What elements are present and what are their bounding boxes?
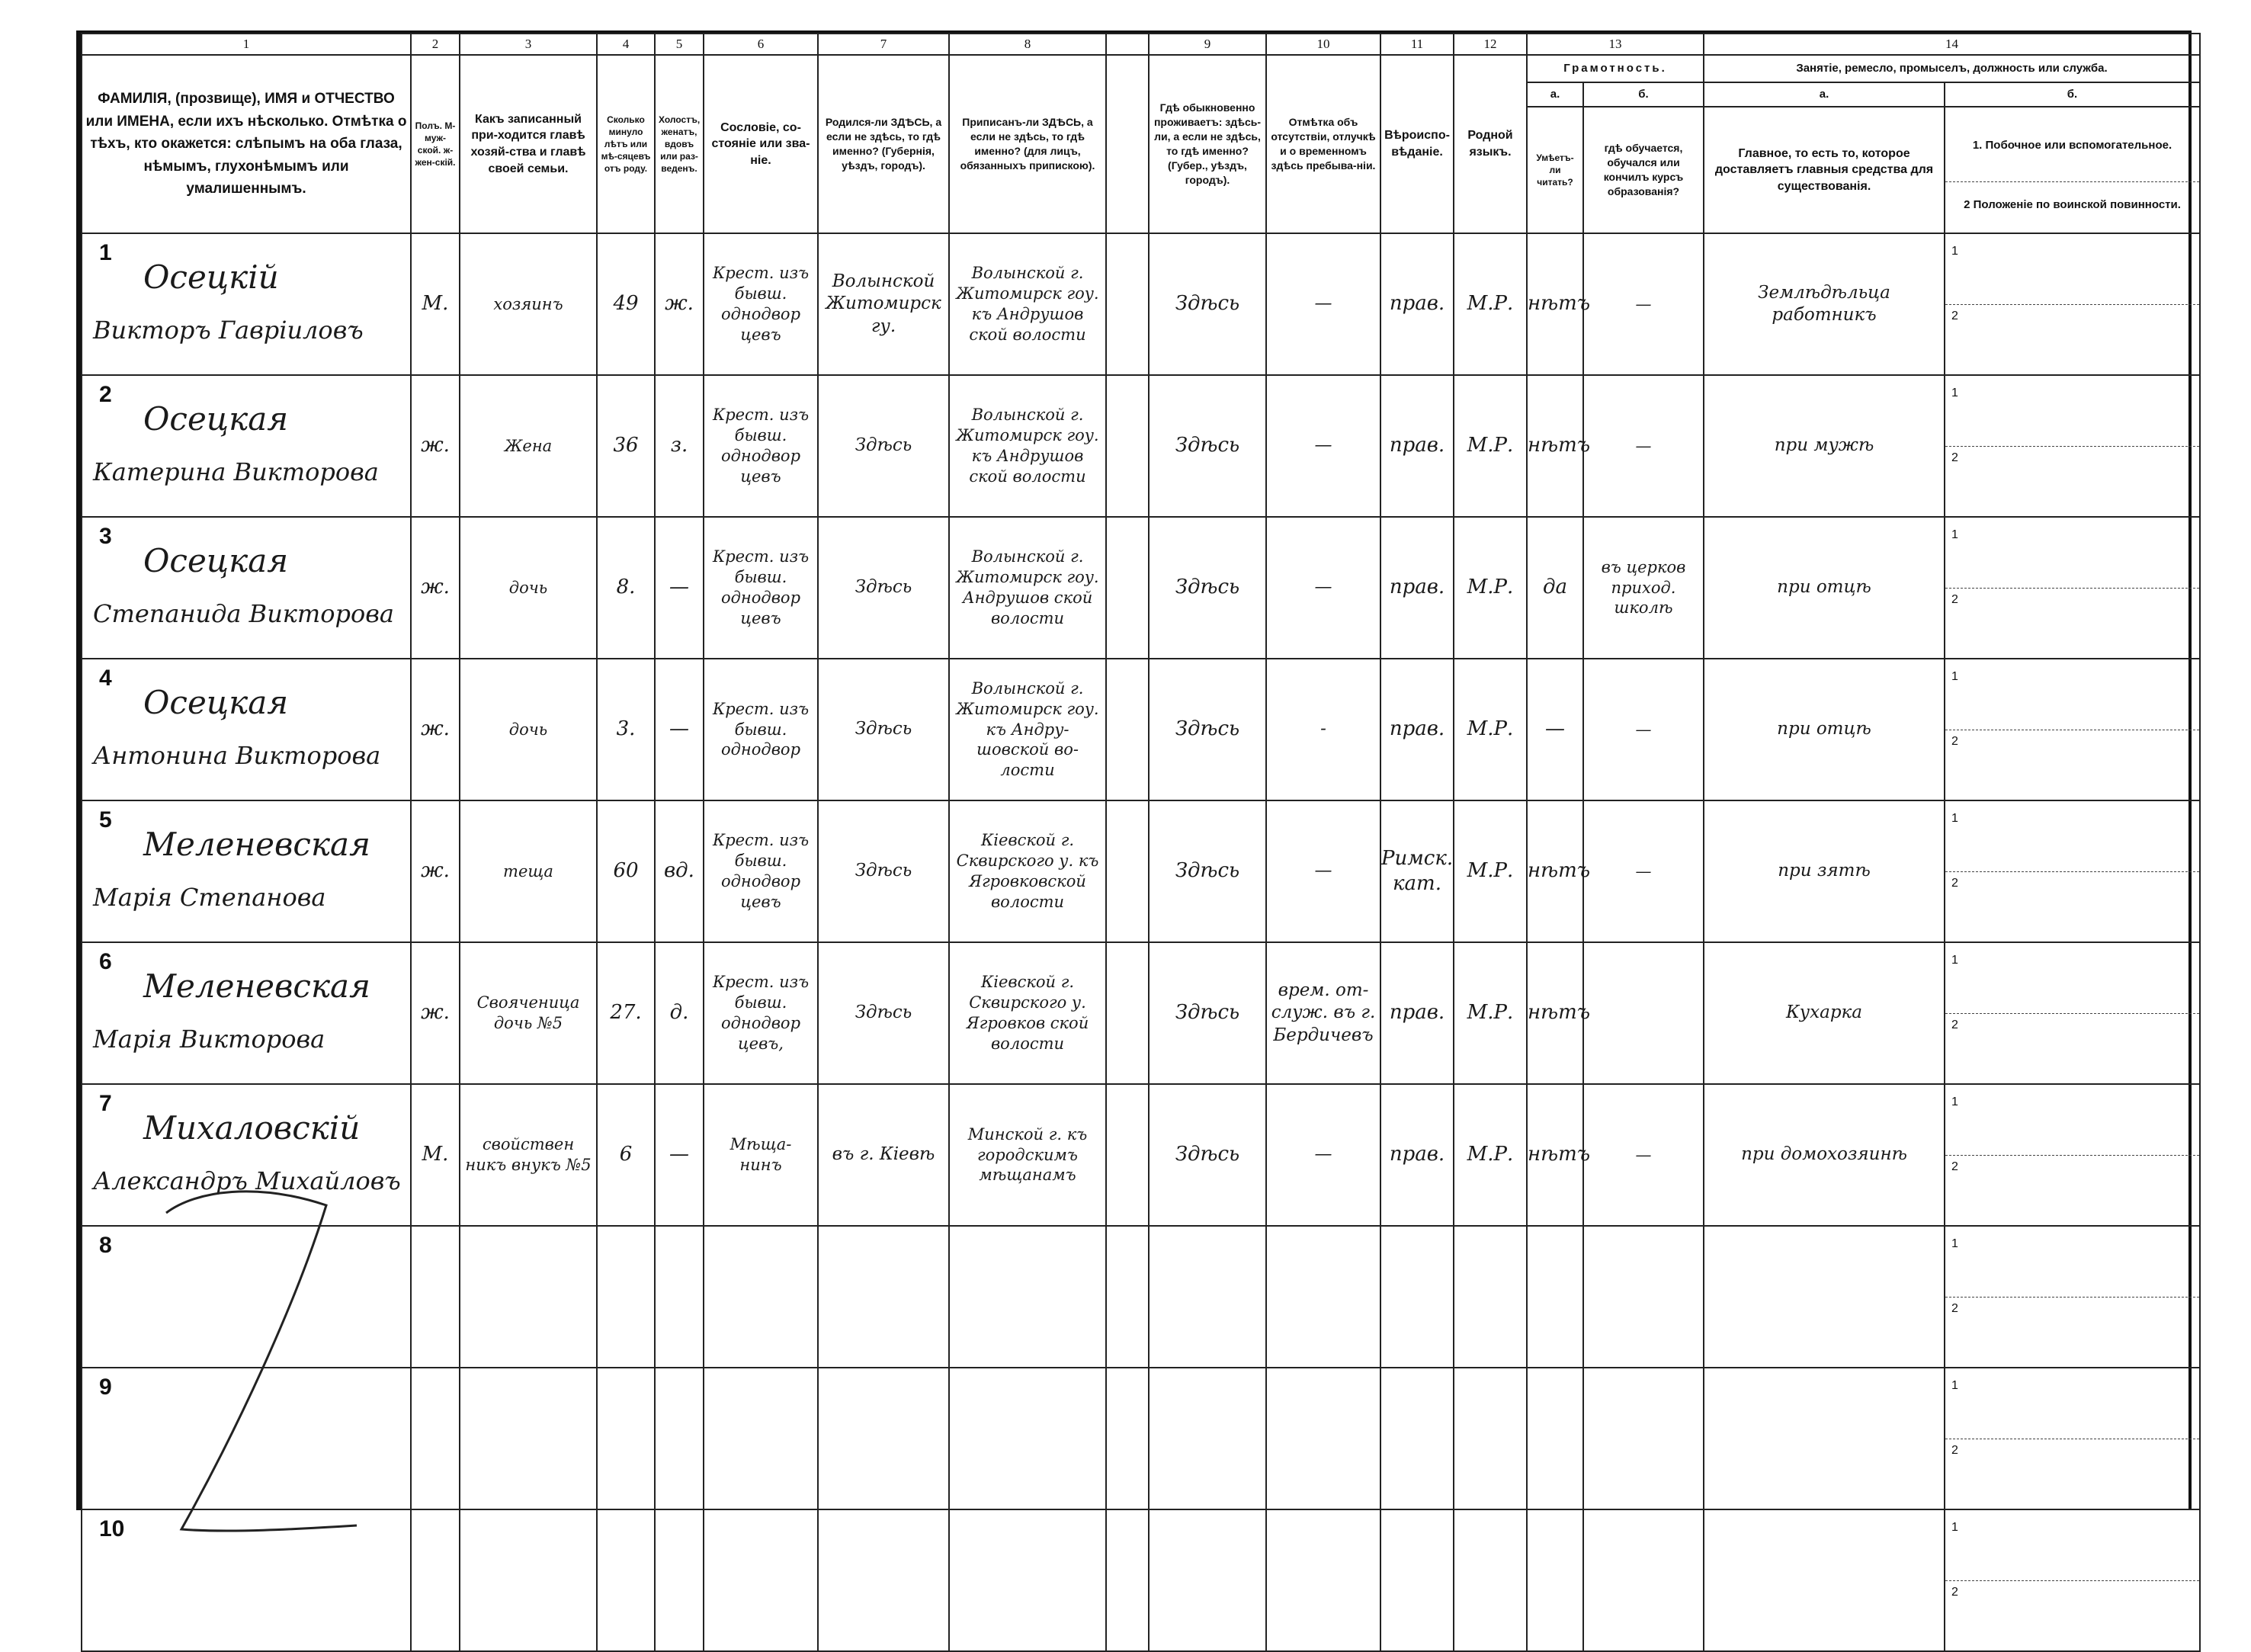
sub-line-number: 1 xyxy=(1951,528,1958,541)
sub-line-number: 1 xyxy=(1951,811,1958,825)
religion-cell: прав. xyxy=(1380,233,1454,375)
sex-cell xyxy=(411,1226,460,1368)
age-cell: 27. xyxy=(597,942,655,1084)
header-occupation: Занятіе, ремесло, промыселъ, должность или служба. xyxy=(1704,55,2200,82)
age-cell xyxy=(597,1509,655,1651)
relation-cell: Жена xyxy=(460,375,597,517)
estate-cell: Крест. изъ бывш. однодвор цевъ xyxy=(704,800,818,942)
header-education: гдѣ обучается, обучался или кончилъ курсъ образованія? xyxy=(1583,107,1704,233)
marital-cell: з. xyxy=(655,375,704,517)
marital-cell xyxy=(655,1509,704,1651)
sub-line-number: 2 xyxy=(1951,1585,1958,1599)
religion-cell xyxy=(1380,1509,1454,1651)
residence-cell: Здѣсь xyxy=(1149,1084,1266,1226)
marital-cell: д. xyxy=(655,942,704,1084)
column-number: 9 xyxy=(1149,34,1266,55)
sub-line-number: 2 xyxy=(1951,1160,1958,1173)
blank-cell xyxy=(1106,1084,1149,1226)
language-cell: М.Р. xyxy=(1454,800,1527,942)
estate-cell: Мѣща- нинъ xyxy=(704,1084,818,1226)
sub-line-number: 1 xyxy=(1951,669,1958,683)
sub-line xyxy=(1945,949,2199,1014)
column-number: 1 xyxy=(82,34,411,55)
blank-column-number xyxy=(1106,34,1149,55)
blank-cell xyxy=(1106,659,1149,800)
estate-cell: Крест. изъ бывш. однодвор цевъ xyxy=(704,233,818,375)
age-cell: 49 xyxy=(597,233,655,375)
literacy-cell: да xyxy=(1527,517,1583,659)
sub-line-number: 2 xyxy=(1951,309,1958,322)
header-14b-label: б. xyxy=(1945,82,2200,107)
sex-cell: ж. xyxy=(411,800,460,942)
sub-line-number: 2 xyxy=(1951,1018,1958,1031)
secondary-occupation-cell xyxy=(1945,233,2200,375)
religion-cell: Римск. кат. xyxy=(1380,800,1454,942)
occupation-cell xyxy=(1704,1226,1945,1368)
sub-line xyxy=(1945,305,2199,369)
religion-cell: прав. xyxy=(1380,942,1454,1084)
sub-line-number: 1 xyxy=(1951,953,1958,967)
sub-line xyxy=(1945,730,2199,794)
row-number: 3 xyxy=(99,524,112,549)
education-cell xyxy=(1583,942,1704,1084)
relation-cell: теща xyxy=(460,800,597,942)
sub-line xyxy=(1945,1516,2199,1581)
religion-cell: прав. xyxy=(1380,1084,1454,1226)
relation-cell: дочь xyxy=(460,659,597,800)
relation-cell: свойствен никъ внукъ №5 xyxy=(460,1084,597,1226)
absence-cell: - xyxy=(1266,659,1380,800)
table-row xyxy=(82,659,2200,800)
sub-line xyxy=(1945,1014,2199,1078)
occupation-cell: при домохозяинѣ xyxy=(1704,1084,1945,1226)
given-name: Марія Викторова xyxy=(93,1025,325,1054)
header-14a-label: а. xyxy=(1704,82,1945,107)
registration-cell: Волынской г. Житомирск гоу. Андрушов ской волости xyxy=(949,517,1106,659)
column-number: 10 xyxy=(1266,34,1380,55)
religion-cell: прав. xyxy=(1380,375,1454,517)
column-number: 2 xyxy=(411,34,460,55)
absence-cell xyxy=(1266,1368,1380,1509)
sub-line-number: 1 xyxy=(1951,386,1958,399)
secondary-occupation-cell xyxy=(1945,375,2200,517)
sub-line xyxy=(1945,589,2199,653)
column-number: 6 xyxy=(704,34,818,55)
age-cell xyxy=(597,1368,655,1509)
name-cell xyxy=(82,517,411,659)
language-cell: М.Р. xyxy=(1454,659,1527,800)
secondary-occupation-cell xyxy=(1945,1368,2200,1509)
blank-cell xyxy=(1106,800,1149,942)
sub-line-number: 2 xyxy=(1951,451,1958,464)
sub-line xyxy=(1945,1375,2199,1439)
sub-line xyxy=(1945,447,2199,511)
sub-line xyxy=(1945,666,2199,730)
birthplace-cell: въ г. Кіевѣ xyxy=(818,1084,949,1226)
residence-cell: Здѣсь xyxy=(1149,659,1266,800)
name-cell xyxy=(82,800,411,942)
absence-cell xyxy=(1266,1226,1380,1368)
table-row xyxy=(82,517,2200,659)
residence-cell xyxy=(1149,1509,1266,1651)
header-absence: Отмѣтка объ отсутствіи, отлучкѣ и о временномъ здѣсь пребыва-ніи. xyxy=(1266,55,1380,233)
surname: Осецкая xyxy=(143,542,289,579)
age-cell: 60 xyxy=(597,800,655,942)
religion-cell: прав. xyxy=(1380,659,1454,800)
table-row xyxy=(82,1509,2200,1651)
name-cell xyxy=(82,659,411,800)
birthplace-cell xyxy=(818,1226,949,1368)
occupation-cell: Кухарка xyxy=(1704,942,1945,1084)
sex-cell xyxy=(411,1509,460,1651)
age-cell: 6 xyxy=(597,1084,655,1226)
table-row xyxy=(82,800,2200,942)
header-blank xyxy=(1106,55,1149,233)
marital-cell xyxy=(655,1226,704,1368)
occupation-cell: Землѣдѣльца работникъ xyxy=(1704,233,1945,375)
occupation-cell: при мужѣ xyxy=(1704,375,1945,517)
column-number: 8 xyxy=(949,34,1106,55)
registration-cell: Кіевской г. Сквирского у. къ Ягровковской волости xyxy=(949,800,1106,942)
sub-line-number: 2 xyxy=(1951,734,1958,748)
given-name: Степанида Викторова xyxy=(93,599,394,628)
residence-cell: Здѣсь xyxy=(1149,375,1266,517)
age-cell: 3. xyxy=(597,659,655,800)
occupation-cell xyxy=(1704,1368,1945,1509)
blank-cell xyxy=(1106,1509,1149,1651)
absence-cell: — xyxy=(1266,233,1380,375)
registration-cell xyxy=(949,1368,1106,1509)
census-table xyxy=(81,33,2201,1652)
sub-line xyxy=(1945,1581,2199,1645)
relation-cell: дочь xyxy=(460,517,597,659)
given-name: Марія Степанова xyxy=(93,883,326,912)
estate-cell: Крест. изъ бывш. однодвор цевъ, xyxy=(704,942,818,1084)
birthplace-cell: Здѣсь xyxy=(818,517,949,659)
name-cell xyxy=(82,1368,411,1509)
surname: Осецкая xyxy=(143,400,289,438)
language-cell xyxy=(1454,1509,1527,1651)
registration-cell xyxy=(949,1226,1106,1368)
age-cell: 36 xyxy=(597,375,655,517)
language-cell: М.Р. xyxy=(1454,942,1527,1084)
birthplace-cell xyxy=(818,1368,949,1509)
estate-cell: Крест. изъ бывш. однодвор xyxy=(704,659,818,800)
given-name: Антонина Викторова xyxy=(93,741,381,770)
marital-cell: — xyxy=(655,659,704,800)
secondary-occupation-cell xyxy=(1945,517,2200,659)
header-side-occupation: 1. Побочное или вспомогательное. xyxy=(1945,111,2199,182)
surname: Меленевская xyxy=(143,967,370,1005)
birthplace-cell: Здѣсь xyxy=(818,659,949,800)
secondary-occupation-cell xyxy=(1945,1084,2200,1226)
relation-cell: хозяинъ xyxy=(460,233,597,375)
education-cell: — xyxy=(1583,233,1704,375)
name-cell xyxy=(82,375,411,517)
literacy-cell xyxy=(1527,1509,1583,1651)
row-number: 9 xyxy=(99,1375,112,1400)
blank-cell xyxy=(1106,1226,1149,1368)
relation-cell: Свояченица дочь №5 xyxy=(460,942,597,1084)
name-cell xyxy=(82,233,411,375)
header-13a-label: а. xyxy=(1527,82,1583,107)
residence-cell: Здѣсь xyxy=(1149,800,1266,942)
education-cell: — xyxy=(1583,375,1704,517)
birthplace-cell: Волынской Житомирск гу. xyxy=(818,233,949,375)
given-name: Катерина Викторова xyxy=(93,457,379,486)
table-row xyxy=(82,1368,2200,1509)
header-secondary xyxy=(1945,107,2200,233)
column-number: 7 xyxy=(818,34,949,55)
literacy-cell: нѣтъ xyxy=(1527,375,1583,517)
row-number: 8 xyxy=(99,1233,112,1258)
column-number: 4 xyxy=(597,34,655,55)
estate-cell: Крест. изъ бывш. однодвор цевъ xyxy=(704,517,818,659)
registration-cell: Волынской г. Житомирск гоу. къ Андрушов ской волости xyxy=(949,233,1106,375)
name-cell xyxy=(82,1226,411,1368)
sub-line xyxy=(1945,240,2199,305)
language-cell xyxy=(1454,1368,1527,1509)
sub-line xyxy=(1945,807,2199,872)
marital-cell: — xyxy=(655,517,704,659)
sub-line-number: 2 xyxy=(1951,876,1958,890)
sub-line xyxy=(1945,382,2199,447)
table-row xyxy=(82,1226,2200,1368)
name-cell xyxy=(82,1509,411,1651)
table-row xyxy=(82,1084,2200,1226)
census-rows xyxy=(82,233,2200,1651)
sex-cell: ж. xyxy=(411,375,460,517)
residence-cell xyxy=(1149,1226,1266,1368)
column-number: 14 xyxy=(1704,34,2200,55)
language-cell: М.Р. xyxy=(1454,1084,1527,1226)
blank-cell xyxy=(1106,233,1149,375)
header-main-occupation: Главное, то есть то, которое доставляетъ главныя средства для существованія. xyxy=(1704,107,1945,233)
registration-cell: Минской г. къ городскимъ мѣщанамъ xyxy=(949,1084,1106,1226)
header-can-read: Умѣетъ-ли читать? xyxy=(1527,107,1583,233)
blank-cell xyxy=(1106,375,1149,517)
sex-cell: ж. xyxy=(411,517,460,659)
header-sex: Полъ. М-муж-ской. ж-жен-скій. xyxy=(411,55,460,233)
name-cell xyxy=(82,942,411,1084)
header-age: Сколько минуло лѣтъ или мѣ-сяцевъ отъ роду. xyxy=(597,55,655,233)
header-birthplace: Родился-ли ЗДѢСЬ, а если не здѣсь, то гдѣ именно? (Губернія, уѣздъ, городъ). xyxy=(818,55,949,233)
education-cell: — xyxy=(1583,659,1704,800)
age-cell: 8. xyxy=(597,517,655,659)
sub-line xyxy=(1945,1298,2199,1362)
given-name: Александръ Михайловъ xyxy=(93,1166,401,1195)
sub-line xyxy=(1945,872,2199,936)
column-number: 3 xyxy=(460,34,597,55)
sub-line-number: 1 xyxy=(1951,1378,1958,1392)
header-name: ФАМИЛІЯ, (прозвище), ИМЯ и ОТЧЕСТВО или ИМЕНА, если ихъ нѣсколько. Отмѣтка о тѣхъ, кто окажется: слѣпымъ на оба глаза, нѣмымъ, глухонѣмымъ или умалишеннымъ. xyxy=(82,55,411,233)
education-cell: — xyxy=(1583,800,1704,942)
column-number: 11 xyxy=(1380,34,1454,55)
sex-cell: ж. xyxy=(411,942,460,1084)
language-cell: М.Р. xyxy=(1454,375,1527,517)
row-number: 1 xyxy=(99,240,112,265)
header-row xyxy=(82,55,2200,82)
sex-cell: ж. xyxy=(411,659,460,800)
surname: Михаловскій xyxy=(143,1109,361,1147)
sub-line-number: 1 xyxy=(1951,1237,1958,1250)
column-number-row xyxy=(82,34,2200,55)
literacy-cell xyxy=(1527,1368,1583,1509)
registration-cell: Волынской г. Житомирск гоу. къ Андрушов ской волости xyxy=(949,375,1106,517)
marital-cell: ж. xyxy=(655,233,704,375)
absence-cell: врем. от- служ. въ г. Бердичевъ xyxy=(1266,942,1380,1084)
sub-line-number: 2 xyxy=(1951,592,1958,606)
relation-cell xyxy=(460,1368,597,1509)
column-number: 12 xyxy=(1454,34,1527,55)
occupation-cell: при отцѣ xyxy=(1704,517,1945,659)
secondary-occupation-cell xyxy=(1945,800,2200,942)
absence-cell: — xyxy=(1266,517,1380,659)
residence-cell: Здѣсь xyxy=(1149,517,1266,659)
table-row xyxy=(82,233,2200,375)
education-cell: — xyxy=(1583,1084,1704,1226)
absence-cell: — xyxy=(1266,800,1380,942)
surname: Осецкая xyxy=(143,684,289,721)
birthplace-cell: Здѣсь xyxy=(818,375,949,517)
row-number: 4 xyxy=(99,666,112,691)
literacy-cell: — xyxy=(1527,659,1583,800)
header-registration: Приписанъ-ли ЗДѢСЬ, а если не здѣсь, то гдѣ именно? (для лицъ, обязанныхъ припискою). xyxy=(949,55,1106,233)
sex-cell: М. xyxy=(411,1084,460,1226)
header-estate: Сословіе, со-стояніе или зва-ніе. xyxy=(704,55,818,233)
estate-cell xyxy=(704,1226,818,1368)
blank-cell xyxy=(1106,517,1149,659)
absence-cell xyxy=(1266,1509,1380,1651)
census-sheet xyxy=(76,30,2192,1599)
estate-cell xyxy=(704,1509,818,1651)
birthplace-cell xyxy=(818,1509,949,1651)
sub-line-number: 2 xyxy=(1951,1443,1958,1457)
marital-cell xyxy=(655,1368,704,1509)
sub-line xyxy=(1945,1091,2199,1156)
registration-cell xyxy=(949,1509,1106,1651)
estate-cell: Крест. изъ бывш. однодвор цевъ xyxy=(704,375,818,517)
sex-cell xyxy=(411,1368,460,1509)
header-13b-label: б. xyxy=(1583,82,1704,107)
occupation-cell: при зятѣ xyxy=(1704,800,1945,942)
registration-cell: Кіевской г. Сквирского у. Ягровков ской волости xyxy=(949,942,1106,1084)
literacy-cell: нѣтъ xyxy=(1527,1084,1583,1226)
education-cell xyxy=(1583,1226,1704,1368)
relation-cell xyxy=(460,1226,597,1368)
secondary-occupation-cell xyxy=(1945,659,2200,800)
row-number: 10 xyxy=(99,1516,125,1541)
education-cell xyxy=(1583,1368,1704,1509)
birthplace-cell: Здѣсь xyxy=(818,942,949,1084)
estate-cell xyxy=(704,1368,818,1509)
sub-line xyxy=(1945,1233,2199,1298)
absence-cell: — xyxy=(1266,375,1380,517)
literacy-cell: нѣтъ xyxy=(1527,800,1583,942)
header-residence: Гдѣ обыкновенно проживаетъ: здѣсь-ли, а если не здѣсь, то гдѣ именно? (Губер., уѣздъ, городъ). xyxy=(1149,55,1266,233)
secondary-occupation-cell xyxy=(1945,942,2200,1084)
relation-cell xyxy=(460,1509,597,1651)
header-relation: Какъ записанный при-ходится главѣ хозяй-ства и главѣ своей семьи. xyxy=(460,55,597,233)
residence-cell: Здѣсь xyxy=(1149,233,1266,375)
column-number: 5 xyxy=(655,34,704,55)
blank-cell xyxy=(1106,942,1149,1084)
sub-line-number: 1 xyxy=(1951,1520,1958,1534)
religion-cell: прав. xyxy=(1380,517,1454,659)
row-number: 2 xyxy=(99,382,112,407)
surname: Меленевская xyxy=(143,826,370,863)
education-cell: въ церков приход. школѣ xyxy=(1583,517,1704,659)
language-cell xyxy=(1454,1226,1527,1368)
literacy-cell xyxy=(1527,1226,1583,1368)
residence-cell: Здѣсь xyxy=(1149,942,1266,1084)
blank-cell xyxy=(1106,1368,1149,1509)
header-religion: Вѣроиспо-вѣданіе. xyxy=(1380,55,1454,233)
secondary-occupation-cell xyxy=(1945,1226,2200,1368)
header-literacy: Грамотность. xyxy=(1527,55,1704,82)
occupation-cell xyxy=(1704,1509,1945,1651)
registration-cell: Волынской г. Житомирск гоу. къ Андру- шовской во- лости xyxy=(949,659,1106,800)
residence-cell xyxy=(1149,1368,1266,1509)
literacy-cell: нѣтъ xyxy=(1527,233,1583,375)
language-cell: М.Р. xyxy=(1454,517,1527,659)
marital-cell: — xyxy=(655,1084,704,1226)
occupation-cell: при отцѣ xyxy=(1704,659,1945,800)
sub-line-number: 1 xyxy=(1951,1095,1958,1108)
absence-cell: — xyxy=(1266,1084,1380,1226)
language-cell: М.Р. xyxy=(1454,233,1527,375)
table-row xyxy=(82,375,2200,517)
row-number: 7 xyxy=(99,1091,112,1116)
religion-cell xyxy=(1380,1226,1454,1368)
sex-cell: М. xyxy=(411,233,460,375)
header-military: 2 Положеніе по воинской повинности. xyxy=(1964,198,2181,212)
row-number: 6 xyxy=(99,949,112,974)
sub-line-number: 2 xyxy=(1951,1301,1958,1315)
sub-line-number: 1 xyxy=(1951,244,1958,258)
sub-line xyxy=(1945,1156,2199,1220)
religion-cell xyxy=(1380,1368,1454,1509)
name-cell xyxy=(82,1084,411,1226)
sub-line xyxy=(1945,524,2199,589)
column-number: 13 xyxy=(1527,34,1704,55)
given-name: Викторъ Гавріиловъ xyxy=(93,316,364,345)
sub-line xyxy=(1945,1439,2199,1503)
birthplace-cell: Здѣсь xyxy=(818,800,949,942)
marital-cell: вд. xyxy=(655,800,704,942)
table-row xyxy=(82,942,2200,1084)
surname: Осецкій xyxy=(143,258,279,296)
row-number: 5 xyxy=(99,807,112,832)
header-language: Родной языкъ. xyxy=(1454,55,1527,233)
literacy-cell: нѣтъ xyxy=(1527,942,1583,1084)
education-cell xyxy=(1583,1509,1704,1651)
age-cell xyxy=(597,1226,655,1368)
secondary-occupation-cell xyxy=(1945,1509,2200,1651)
header-marital: Холостъ, женатъ, вдовъ или раз-веденъ. xyxy=(655,55,704,233)
